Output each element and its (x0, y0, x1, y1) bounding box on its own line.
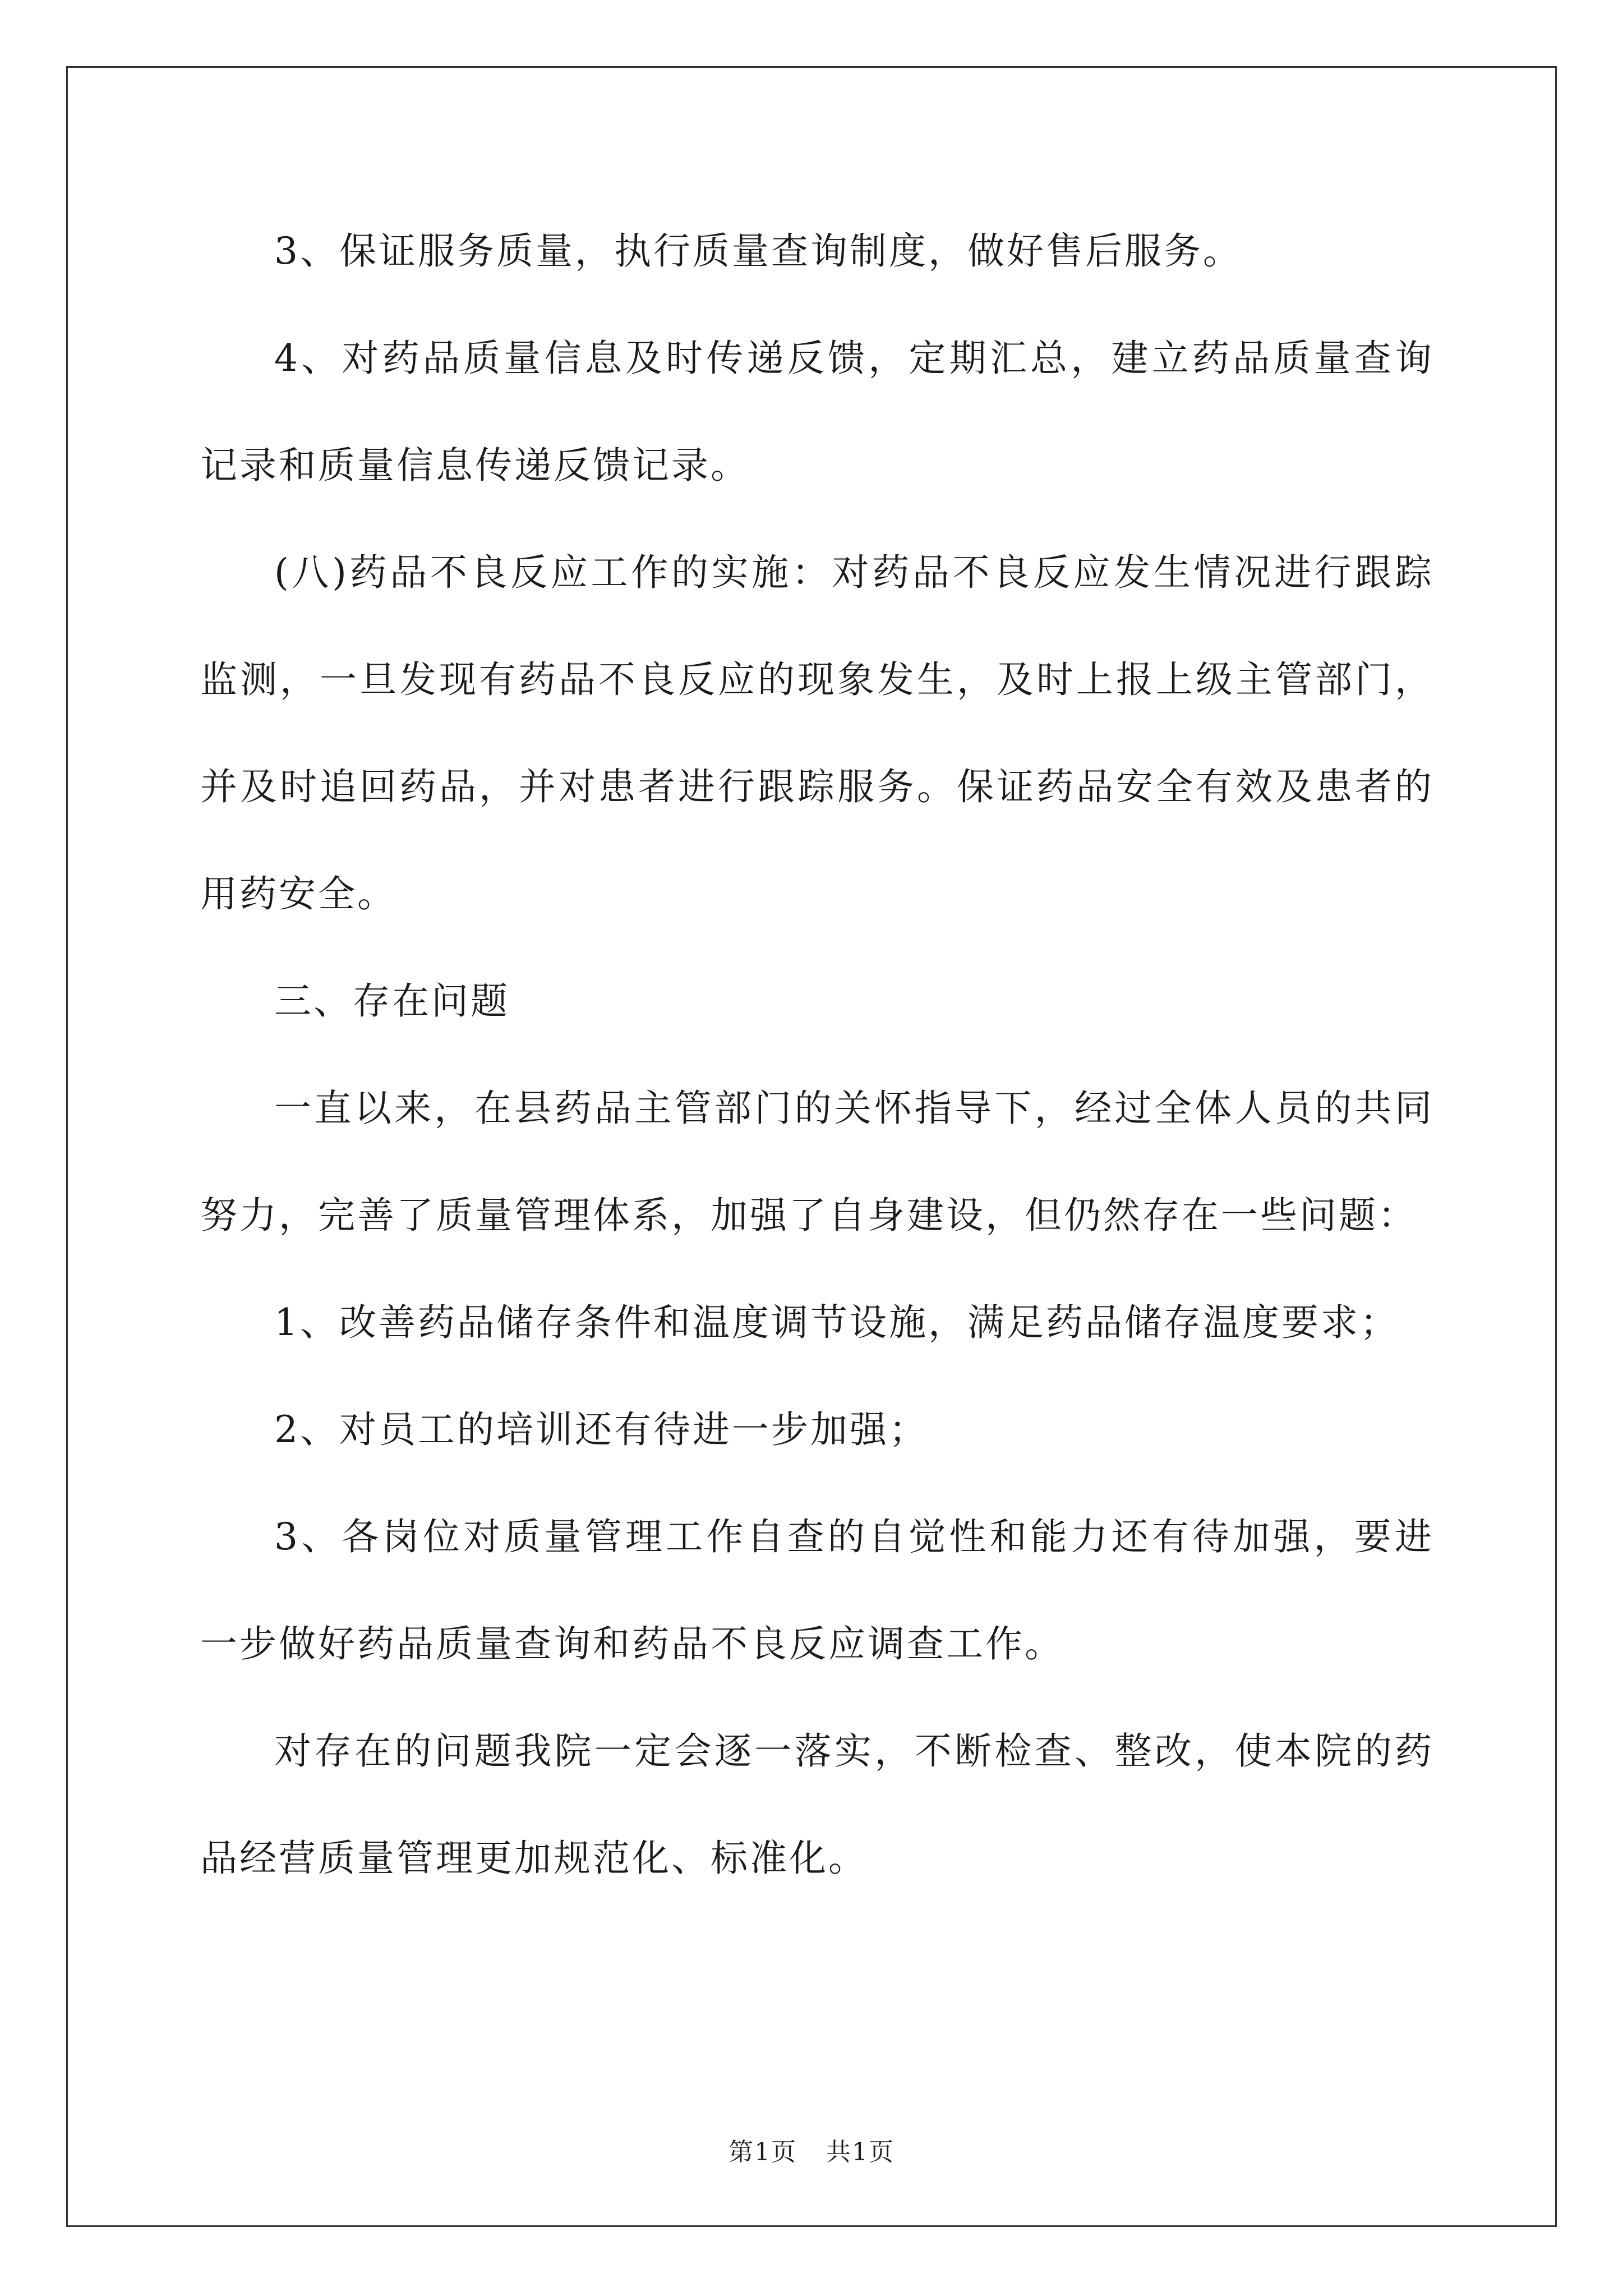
section-heading-problems: 三、存在问题 (274, 979, 510, 1023)
paragraph-service-quality: 3、保证服务质量，执行质量查询制度，做好售后服务。 (274, 229, 1242, 273)
page-number-current: 第1页 (728, 2138, 797, 2166)
document-body (200, 197, 1434, 1912)
paragraph-adverse-reaction: (八)药品不良反应工作的实施：对药品不良反应发生情况进行跟踪监测，一旦发现有药品不良反应的现象发生，及时上报上级主管部门，并及时追回药品，并对患者进行跟踪服务。保证药品安全有效及患者的用药安全。 (200, 551, 1434, 915)
list-item-training: 2、对员工的培训还有待进一步加强； (274, 1408, 928, 1451)
list-item-storage: 1、改善药品储存条件和温度调节设施，满足药品储存温度要求； (274, 1301, 1399, 1344)
page-footer (0, 2132, 1623, 2168)
paragraph-conclusion: 对存在的问题我院一定会逐一落实，不断检查、整改，使本院的药品经营质量管理更加规范化、标准化。 (200, 1729, 1434, 1880)
page-number-total: 共1页 (826, 2138, 895, 2166)
list-item-self-inspection: 3、各岗位对质量管理工作自查的自觉性和能力还有待加强，要进一步做好药品质量查询和药品不良反应调查工作。 (200, 1515, 1434, 1665)
paragraph-quality-feedback: 4、对药品质量信息及时传递反馈，定期汇总，建立药品质量查询记录和质量信息传递反馈记录。 (200, 337, 1434, 487)
paragraph-problems-intro: 一直以来，在县药品主管部门的关怀指导下，经过全体人员的共同努力，完善了质量管理体系，加强了自身建设，但仍然存在一些问题： (200, 1087, 1434, 1237)
